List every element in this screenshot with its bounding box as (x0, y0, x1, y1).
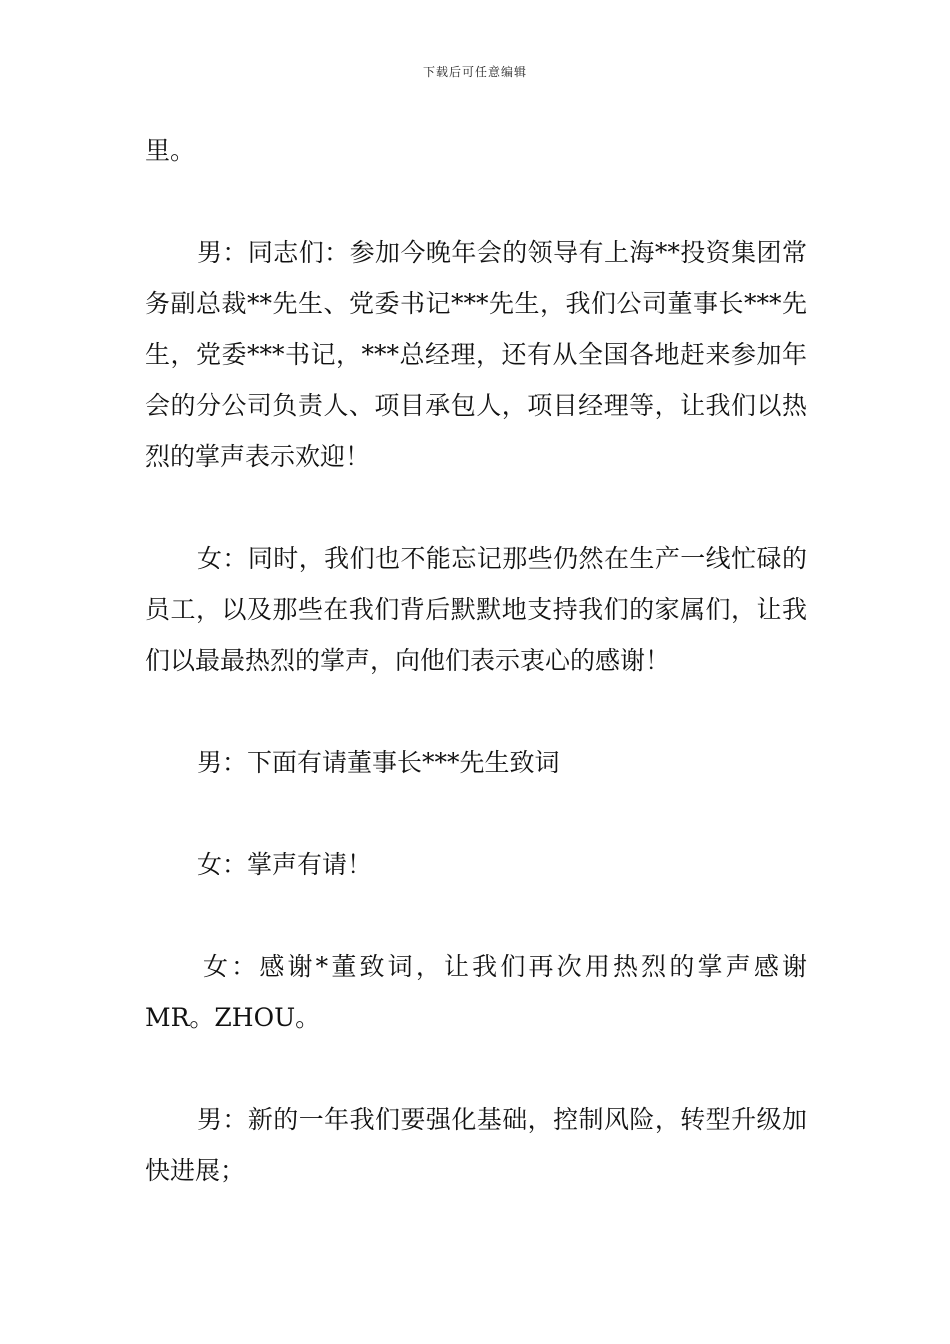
paragraph-female-thank-chairman: 女：感谢*董致词，让我们再次用热烈的掌声感谢MR。ZHOU。 (145, 952, 807, 1032)
paragraph-female-thank-staff: 女：同时，我们也不能忘记那些仍然在生产一线忙碌的员工，以及那些在我们背后默默地支持我们的家属们，让我们以最最热烈的掌声，向他们表示衷心的感谢！ (145, 544, 807, 675)
paragraph-male-invite-chairman: 男：下面有请董事长***先生致词 (197, 748, 560, 777)
paragraph-continuation: 里。 (145, 136, 196, 165)
paragraph-female-applause: 女：掌声有请！ (197, 850, 373, 879)
paragraph-male-new-year: 男：新的一年我们要强化基础，控制风险，转型升级加快进展； (145, 1105, 807, 1185)
document-body (145, 125, 807, 1247)
paragraph-male-welcome-leaders: 男：同志们：参加今晚年会的领导有上海**投资集团常务副总裁**先生、党委书记***先生，我们公司董事长***先生，党委***书记，***总经理，还有从全国各地赶来参加年会的分公司负责人、项目承包人，项目经理等，让我们以热烈的掌声表示欢迎！ (145, 238, 807, 471)
page-header-note: 下载后可任意编辑 (422, 65, 527, 79)
